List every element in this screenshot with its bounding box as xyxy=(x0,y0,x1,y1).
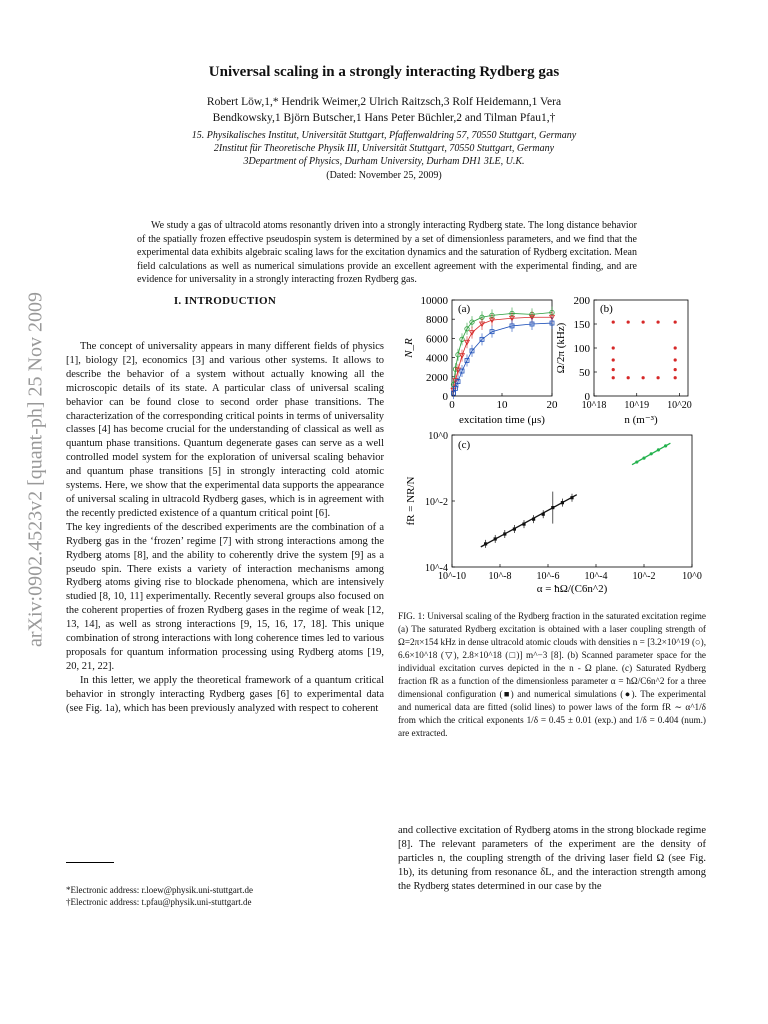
author-line-2: Bendkowsky,1 Björn Butscher,1 Hans Peter Büchler,2 and Tilman Pfau1,† xyxy=(212,112,556,124)
panel-c xyxy=(405,431,702,595)
panel-c-xtick-label: 10^0 xyxy=(682,571,702,582)
panel-b-point xyxy=(674,320,677,323)
panel-b-point xyxy=(612,320,615,323)
panel-c-point-square xyxy=(532,518,535,521)
panel-c-point-square xyxy=(561,501,564,504)
panel-b-xtick-label: 10^18 xyxy=(581,400,607,411)
panel-b-ytick-label: 100 xyxy=(573,343,590,355)
panel-b-point xyxy=(674,376,677,379)
panel-b-ylabel: Ω/2π (kHz) xyxy=(555,322,567,374)
affiliations xyxy=(120,129,648,168)
panel-b-point xyxy=(642,376,645,379)
figure-1 xyxy=(398,290,718,605)
panel-b-point xyxy=(612,358,615,361)
panel-b-xtick-label: 10^20 xyxy=(667,400,692,411)
panel-b-xtick-label: 10^19 xyxy=(624,400,650,411)
affiliation-3: 3Department of Physics, Durham University, Durham DH1 3LE, U.K. xyxy=(243,156,525,167)
section-heading: I. INTRODUCTION xyxy=(173,295,277,307)
panel-c-xlabel: α = ħΩ/(C6n^2) xyxy=(536,583,608,595)
panel-b-point xyxy=(642,320,645,323)
panel-c-point-circle xyxy=(650,452,653,455)
left-column xyxy=(66,340,384,715)
right-column xyxy=(398,824,706,894)
dated-line: (Dated: November 25, 2009) xyxy=(326,170,442,181)
panel-c-ytick-label: 10^0 xyxy=(428,431,448,442)
panel-b-point xyxy=(674,368,677,371)
panel-c-point-square xyxy=(503,532,506,535)
footnote-rule xyxy=(66,862,114,863)
panel-c-point-circle xyxy=(657,448,660,451)
panel-b-point xyxy=(612,376,615,379)
panel-c-point-square xyxy=(522,523,525,526)
panel-b-point xyxy=(656,376,659,379)
panel-a-xtick-label: 20 xyxy=(546,399,558,411)
panel-a-ytick-label: 8000 xyxy=(426,314,448,327)
panel-b-point xyxy=(656,320,659,323)
panel-b-xlabel: n (m⁻³) xyxy=(624,414,658,426)
author-line-1: Robert Löw,1,* Hendrik Weimer,2 Ulrich Raitzsch,3 Rolf Heidemann,1 Vera xyxy=(206,96,562,108)
panel-a-ylabel: N_R xyxy=(403,338,415,358)
paper-title: Universal scaling in a strongly interacting Rydberg gas xyxy=(208,64,560,80)
footnotes xyxy=(66,884,384,908)
panel-c-point-circle xyxy=(664,444,667,447)
panel-b-ytick-label: 0 xyxy=(584,391,590,403)
panel-b-point xyxy=(612,346,615,349)
panel-c-point-square xyxy=(570,496,573,499)
arxiv-sidebar[interactable] xyxy=(14,230,58,710)
panel-c-ytick-label: 10^-4 xyxy=(424,563,448,574)
panel-b-point xyxy=(612,368,615,371)
panel-b-point xyxy=(674,346,677,349)
panel-c-xtick-label: 10^-10 xyxy=(437,571,467,582)
right-paragraph: and collective excitation of Rydberg atoms in the strong blockade regime [8]. The relevant parameters of the experiment are the density of particles n, the coupling strength of the driving laser field Ω (see Fig. 1b), its detuning from resonance δL, and the interaction strength among the Rydberg states determined in our case by the xyxy=(398,825,706,892)
panel-c-point-circle xyxy=(642,457,645,460)
footnote-1[interactable]: *Electronic address: r.loew@physik.uni-stuttgart.de xyxy=(66,885,253,895)
panel-a-ytick-label: 10000 xyxy=(420,295,448,307)
panel-b-point xyxy=(674,358,677,361)
panel-a-fit-line-0 xyxy=(454,312,553,384)
panel-c-point-square xyxy=(542,513,545,516)
panel-a-xlabel: excitation time (μs) xyxy=(459,414,545,426)
footnote-2[interactable]: †Electronic address: t.pfau@physik.uni-stuttgart.de xyxy=(66,897,252,907)
panel-c-point-square xyxy=(484,542,487,545)
panel-c-xtick-label: 10^-2 xyxy=(632,571,656,582)
panel-b-ytick-label: 50 xyxy=(579,367,590,379)
panel-c-xtick-label: 10^-6 xyxy=(536,571,560,582)
panel-c-point-circle xyxy=(635,460,638,463)
panel-a-xtick-label: 10 xyxy=(496,399,508,411)
panel-c-xtick-label: 10^-8 xyxy=(488,571,512,582)
paragraph-1: The concept of universality appears in many different fields of physics [1], biology [2], economics [3] and various other systems. It allows to describe the behavior of a system without actually knowing all the microscopic details of its state. A particular class of universal scaling behavior can be found close to second order phase transitions. The characterization of the corresponding critical points in terms of universality classes [4] has become crucial for the understanding of classical as well as quantum phase transitions. Quantum degenerate gases can serve as a well controlled model system for the exploration of universal scaling behavior and quantum phase transitions [5] in strongly interacting cold atomic systems. Here, we show that the experimental data supports the appearance of universal scaling in ultracold Rydberg gases, which is in agreement with the recently predicted existence of a quantum critical point [6]. xyxy=(66,341,384,519)
paragraph-3: In this letter, we apply the theoretical framework of a quantum critical behavior in strongly interacting Rydberg gases [6] to experimental data (see Fig. 1a), which has been previously analyzed with respect to coherent xyxy=(66,674,384,714)
panel-c-point-square xyxy=(513,527,516,530)
figure-caption: FIG. 1: Universal scaling of the Rydberg fraction in the saturated excitation regime (a) The saturated Rydberg excitation is obtained with a laser coupling strength of Ω=2π×154 kHz in dense ultracold atomic clouds with densities n = [3.2×10^19 (○), 6.6×10^18 (▽), 2.8×10^18 (□)] m^−3 [8]. (b) Scanned parameter space for the individual excitation curves depicted in the n - Ω plane. (c) Saturated Rydberg fraction fR as a function of the dimensionless parameter α = ħΩ/C6n^2 for a three dimensional configuration (■) and numerical simulations (●). The experimental and numerical data are fitted (solid lines) to power laws of the form fR ∼ α^1/δ from which the critical exponents 1/δ = 0.45 ± 0.01 (exp.) and 1/δ = 0.404 (num.) are extracted. xyxy=(398,611,706,738)
panel-c-xtick-label: 10^-4 xyxy=(584,571,608,582)
panel-c-point-square xyxy=(494,537,497,540)
abstract: We study a gas of ultracold atoms resonantly driven into a strongly interacting Rydberg state. The long distance behavior of the spatially frozen effective pseudospin system is determined by a set of dimensionless parameters, and we find that the experimental data exhibits algebraic scaling laws for the excitation dynamics and the saturation of Rydberg excitation. Mean field calculations as well as numerical simulations provide an excellent agreement with the experimental finding, and are evidence for universality in a strongly interacting frozen Rydberg gas. xyxy=(137,220,637,285)
affiliation-2: 2Institut für Theoretische Physik III, Universität Stuttgart, 70550 Stuttgart, Germany xyxy=(213,143,555,154)
panel-a-ytick-label: 2000 xyxy=(426,371,448,384)
author-list xyxy=(150,94,618,126)
panel-b-label: (b) xyxy=(600,303,613,315)
panel-a-ytick-label: 6000 xyxy=(426,333,448,346)
arxiv-id-label[interactable]: arXiv:0902.4523v2 [quant-ph] 25 Nov 2009 xyxy=(24,292,47,647)
paragraph-2: The key ingredients of the described experiments are the combination of a Rydberg gas in the ‘frozen’ regime [7] with strong interactions among the Rydberg atoms [8], and the ability to coherently drive the system [9] as a pseudo spin. There exists a variety of interaction mechanisms among Rydberg atoms giving rise to blockade phenomena, which are intensively studied [8, 10, 11] experimentally. Recently several groups also focused on the coherent properties of frozen Rydberg gases in the regime of weak [12, 13, 14], as well as strong interactions [9, 15, 16, 17, 18]. This unique combination of strong interactions with long coherence times led to various proposals for quantum information processing using Rydberg atoms [19, 20, 21, 22]. xyxy=(66,521,384,672)
panel-a-xtick-label: 0 xyxy=(449,399,455,411)
panel-b-ytick-label: 150 xyxy=(573,319,590,331)
affiliation-1: 15. Physikalisches Institut, Universität Stuttgart, Pfaffenwaldring 57, 70550 Stuttgart, Germany xyxy=(191,130,577,141)
panel-a-ytick-label: 0 xyxy=(442,391,448,403)
panel-a-label: (a) xyxy=(458,303,471,315)
panel-a xyxy=(403,295,558,426)
panel-c-ytick-label: 10^-2 xyxy=(424,497,448,508)
panel-c-label: (c) xyxy=(458,439,471,451)
panel-b xyxy=(555,295,692,426)
panel-b-point xyxy=(627,320,630,323)
panel-c-point-square xyxy=(551,506,554,509)
panel-c-ylabel: fR = NR/N xyxy=(405,476,417,526)
panel-b-point xyxy=(627,376,630,379)
panel-a-ytick-label: 4000 xyxy=(426,352,448,365)
panel-b-ytick-label: 200 xyxy=(573,295,590,307)
